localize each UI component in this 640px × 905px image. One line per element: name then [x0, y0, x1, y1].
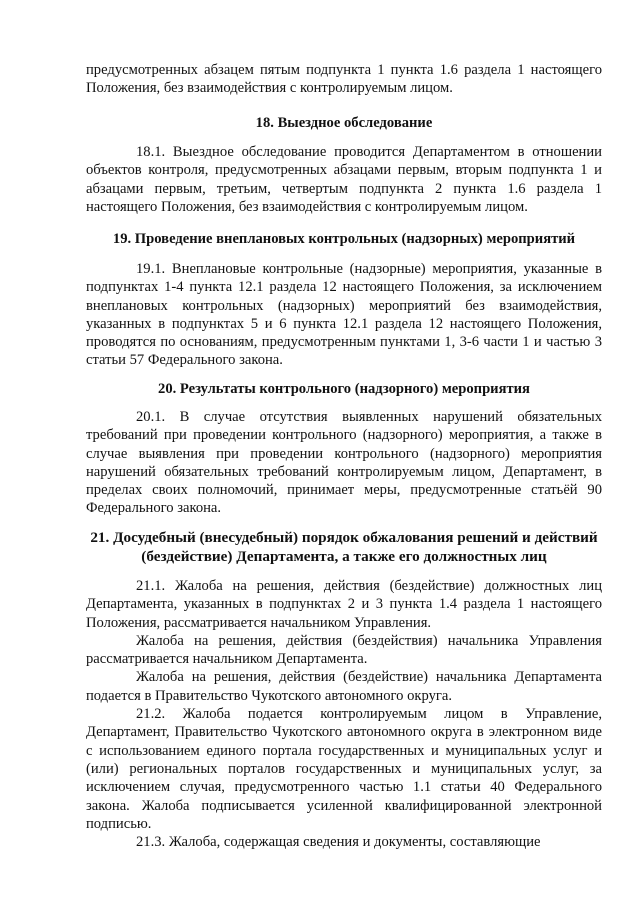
paragraph-21-1-c: Жалоба на решения, действия (бездействие) начальника Департамента подается в Правительство Чукотского автономного округа.: [86, 669, 602, 704]
section-18-heading: 18. Выездное обследование: [255, 115, 433, 131]
section-19-body: [86, 260, 602, 370]
section-20-body: [86, 408, 602, 518]
section-18-body: [86, 143, 602, 216]
section-20-heading: 20. Результаты контрольного (надзорного) мероприятия: [158, 381, 530, 397]
paragraph-21-3: 21.3. Жалоба, содержащая сведения и документы, составляющие: [136, 834, 541, 851]
section-21-heading: 21. Досудебный (внесудебный) порядок обжалования решений и действий (бездействие) Департамента, а также его должностных лиц: [90, 529, 598, 565]
paragraph-21-1-b: Жалоба на решения, действия (бездействия) начальника Управления рассматривается начальником Департамента.: [86, 632, 602, 668]
section-18: [86, 114, 602, 132]
paragraph-19-1: 19.1. Внеплановые контрольные (надзорные) мероприятия, указанные в подпунктах 1-4 пункта 12.1 раздела 12 настоящего Положения, за исключением внеплановых контрольных (надзорных) мероприятий без взаимодействия, указанных в подпунктах 5 и 6 пункта 12.1 раздела 12 настоящего Положения, проводятся по основаниям, предусмотренным пунктами 1, 3-6 части 1 и частью 3 статьи 57 Федерального закона.: [86, 261, 602, 369]
paragraph-18-1: 18.1. Выездное обследование проводится Департаментом в отношении объектов контроля, предусмотренных абзацами первым, вторым подпункта 1 и абзацами первым, третьим, четвертым подпункта 2 пункта 1.6 раздела 1 настоящего Положения, без взаимодействия с контролируемым лицом.: [86, 144, 602, 215]
paragraph-20-1: 20.1. В случае отсутствия выявленных нарушений обязательных требований при проведении контрольного (надзорного) мероприятия, а также в случае выявления при проведении контрольного (надзорного) мероприятия нарушений обязательных требований контролируемым лицом, Департамент, в пределах своих полномочий, принимает меры, предусмотренные статьёй 90 Федерального закона.: [86, 409, 602, 517]
paragraph-intro: предусмотренных абзацем пятым подпункта 1 пункта 1.6 раздела 1 настоящего Положения, без взаимодействия с контролируемым лицом.: [86, 62, 602, 97]
paragraph-21-2: 21.2. Жалоба подается контролируемым лицом в Управление, Департамент, Правительство Чукотского автономного округа в электронном виде с использованием единого портала государственных и муниципальных услуг и (или) региональных порталов государственных и муниципальных услуг, за исключением случая, предусмотренного частью 1.1 статьи 40 Федерального закона. Жалоба подписывается усиленной квалифицированной электронной подписью.: [86, 706, 602, 832]
section-21-body: [86, 577, 602, 851]
paragraph-21-1: 21.1. Жалоба на решения, действия (бездействие) должностных лиц Департамента, указанных в подпунктах 2 и 3 пункта 1.4 раздела 1 настоящего Положения, рассматривается начальником Управления.: [86, 578, 602, 631]
section-19: [86, 230, 602, 248]
section-21: [86, 529, 602, 566]
section-20: [86, 380, 602, 398]
intro-paragraph-block: [86, 61, 602, 98]
section-19-heading: 19. Проведение внеплановых контрольных (надзорных) мероприятий: [112, 231, 576, 247]
